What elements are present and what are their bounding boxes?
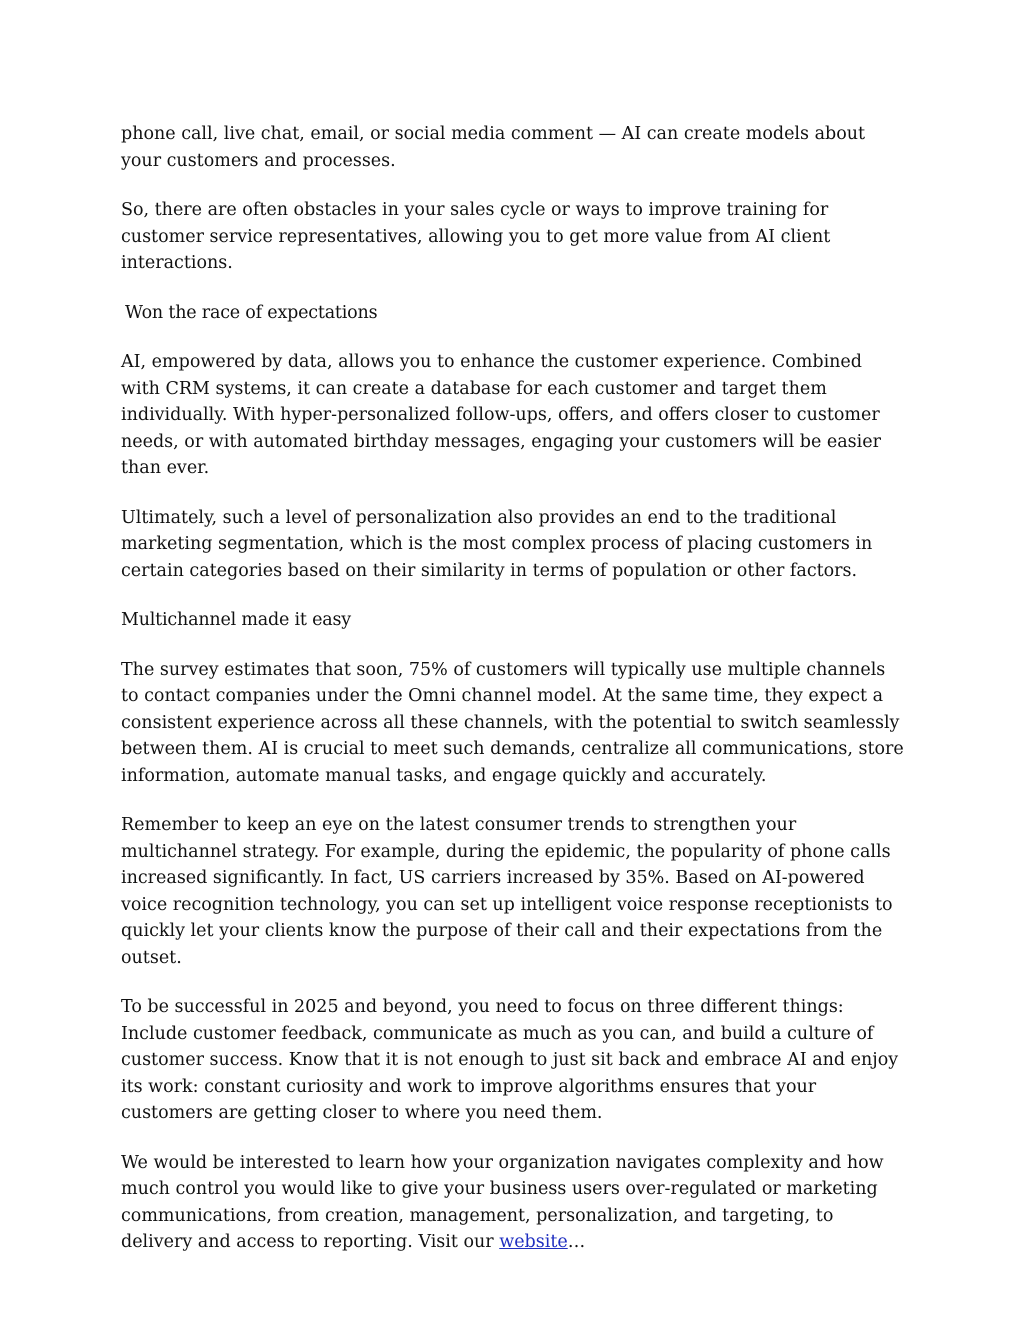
paragraph-personalization: Ultimately, such a level of personalization also provides an end to the traditional marketing segmentation, which is the most complex process of placing customers in certain categories based on their similarity in terms of population or other factors. bbox=[121, 507, 873, 581]
paragraph-consumer-trends: Remember to keep an eye on the latest consumer trends to strengthen your multichannel strategy. For example, during the epidemic, the popularity of phone calls increased significantly. In fact, US carriers increased by 35%. Based on AI-powered voice recognition technology, you can set up intelligent voice response receptionists to quickly let your clients know the purpose of their call and their expectations from the outset. bbox=[121, 815, 893, 968]
paragraph-ai-data: AI, empowered by data, allows you to enhance the customer experience. Combined with CRM systems, it can create a database for each customer and target them individually. With hyper-personalized follow-ups, offers, and offers closer to customer needs, or with automated birthday messages, engaging your customers will be easier than ever. bbox=[121, 352, 881, 478]
paragraph-success-2025: To be successful in 2025 and beyond, you need to focus on three different things: Include customer feedback, communicate as much as you can, and build a culture of customer success. Know that it is not enough to just sit back and embrace AI and enjoy its work: constant curiosity and work to improve algorithms ensures that your customers are getting closer to where you need them. bbox=[121, 997, 899, 1123]
document-page bbox=[121, 121, 906, 1279]
section-heading-expectations: Won the race of expectations bbox=[125, 302, 378, 323]
paragraph-sales-cycle: So, there are often obstacles in your sales cycle or ways to improve training for customer service representatives, allowing you to get more value from AI client interactions. bbox=[121, 200, 831, 273]
closing-text: We would be interested to learn how your organization navigates complexity and how much control you would like to give your business users over-regulated or marketing communications, from creation, management, personalization, and targeting, to delivery and access to reporting. Visit our bbox=[121, 1152, 884, 1252]
paragraph-intro-continued: phone call, live chat, email, or social media comment — AI can create models about your customers and processes. bbox=[121, 124, 866, 171]
paragraph-closing bbox=[121, 1150, 906, 1256]
website-link[interactable]: website bbox=[499, 1232, 568, 1252]
paragraph-survey: The survey estimates that soon, 75% of customers will typically use multiple channels to contact companies under the Omni channel model. At the same time, they expect a consistent experience across all these channels, with the potential to switch seamlessly between them. AI is crucial to meet such demands, centralize all communications, store information, automate manual tasks, and engage quickly and accurately. bbox=[121, 659, 904, 786]
closing-ellipsis: … bbox=[567, 1232, 586, 1252]
section-heading-multichannel: Multichannel made it easy bbox=[121, 610, 351, 630]
